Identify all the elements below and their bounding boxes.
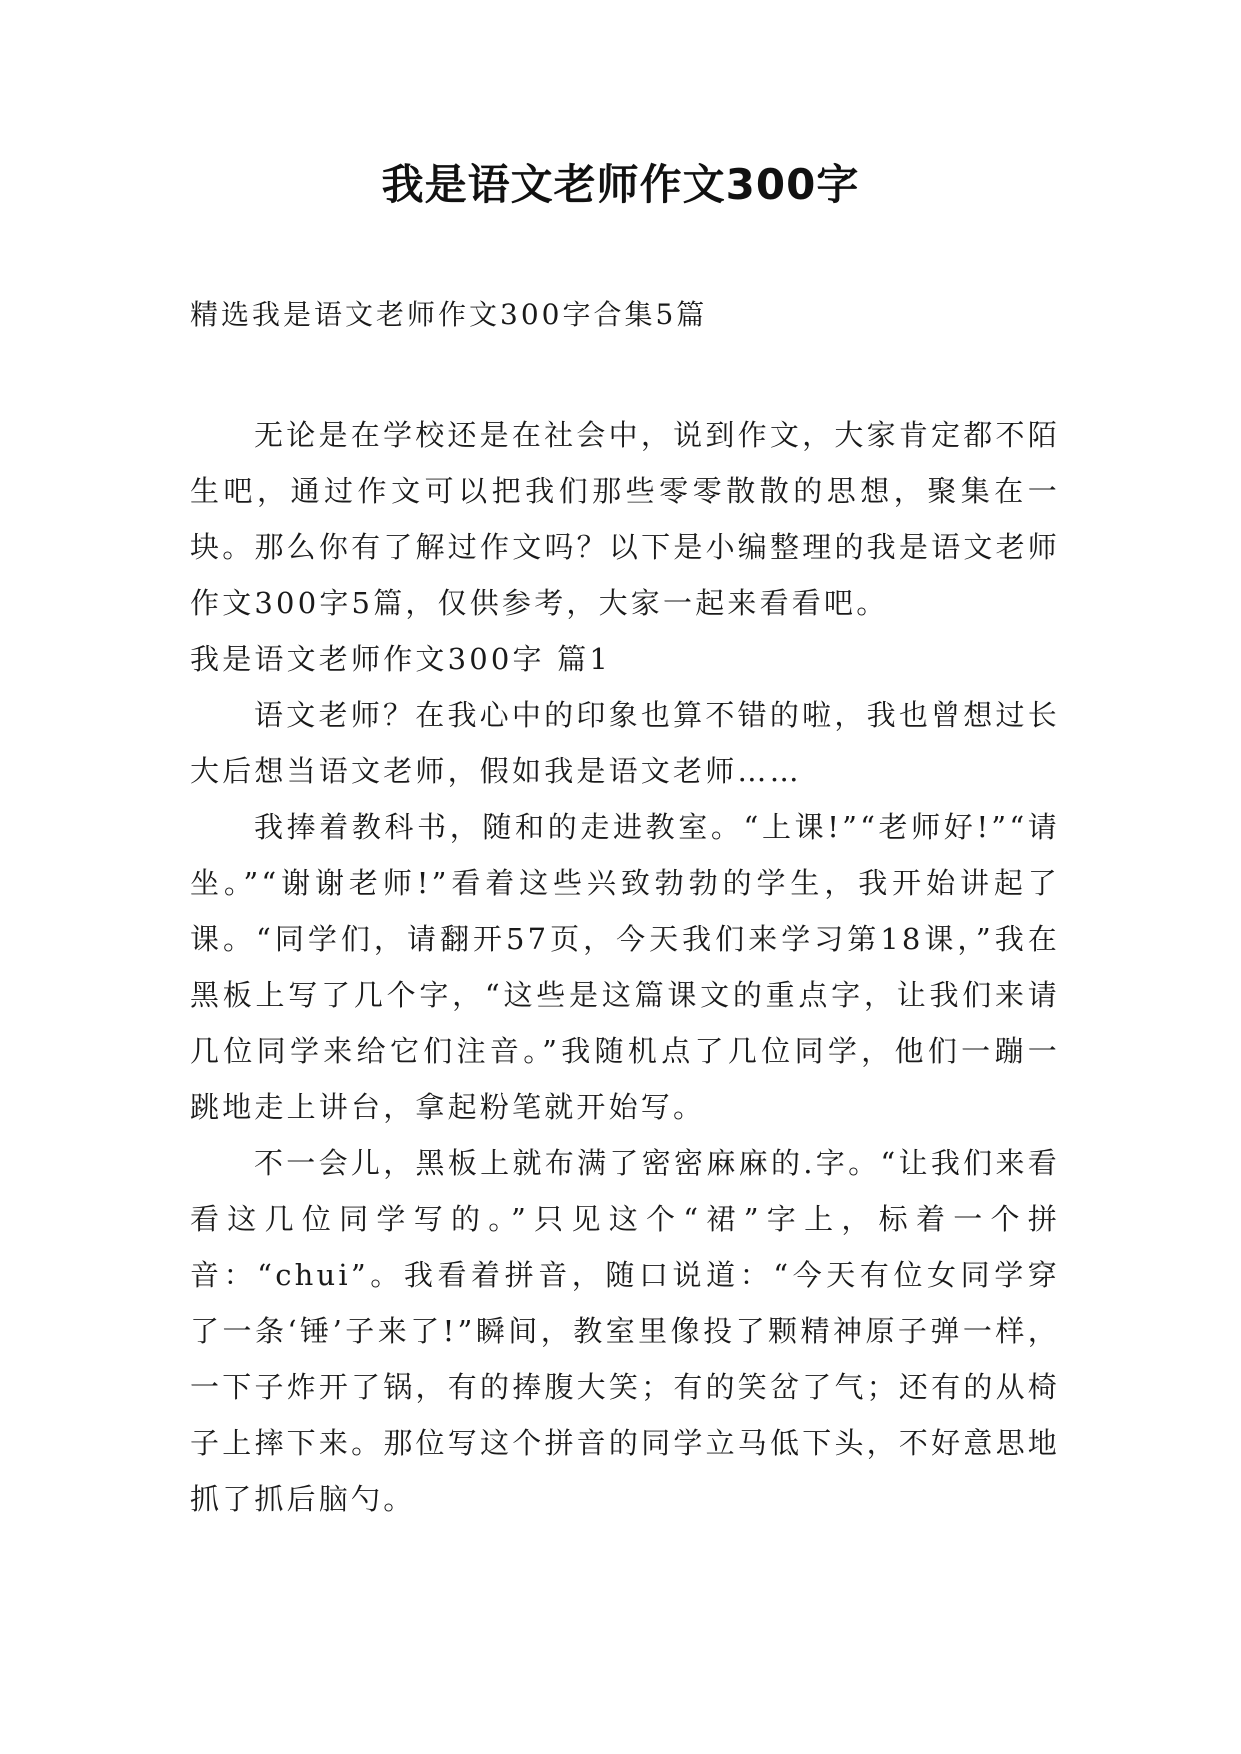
document-body xyxy=(190,407,1060,1527)
section-heading: 我是语文老师作文300字 篇1 xyxy=(190,642,612,676)
document-title: 我是语文老师作文300字 xyxy=(381,160,860,209)
body-paragraph: 我捧着教科书，随和的走进教室。“上课!”“老师好!”“请坐。”“谢谢老师!”看着这些兴致勃勃的学生，我开始讲起了课。“同学们，请翻开57页，今天我们来学习第18课，”我在黑板上写了几个字，“这些是这篇课文的重点字，让我们来请几位同学来给它们注音。”我随机点了几位同学，他们一蹦一跳地走上讲台，拿起粉笔就开始写。 xyxy=(190,810,1060,1124)
intro-paragraph: 无论是在学校还是在社会中，说到作文，大家肯定都不陌生吧，通过作文可以把我们那些零零散散的思想，聚集在一块。那么你有了解过作文吗？以下是小编整理的我是语文老师作文300字5篇，仅供参考，大家一起来看看吧。 xyxy=(190,418,1060,620)
body-paragraph: 不一会儿，黑板上就布满了密密麻麻的.字。“让我们来看看这几位同学写的。”只见这个“裙”字上，标着一个拼音：“chui”。我看着拼音，随口说道：“今天有位女同学穿了一条‘锤’子来了!”瞬间，教室里像投了颗精神原子弹一样，一下子炸开了锅，有的捧腹大笑；有的笑岔了气；还有的从椅子上摔下来。那位写这个拼音的同学立马低下头，不好意思地抓了抓后脑勺。 xyxy=(190,1146,1060,1516)
body-paragraph: 语文老师？在我心中的印象也算不错的啦，我也曾想过长大后想当语文老师，假如我是语文老师…… xyxy=(190,698,1060,788)
document-subtitle: 精选我是语文老师作文300字合集5篇 xyxy=(190,298,708,331)
